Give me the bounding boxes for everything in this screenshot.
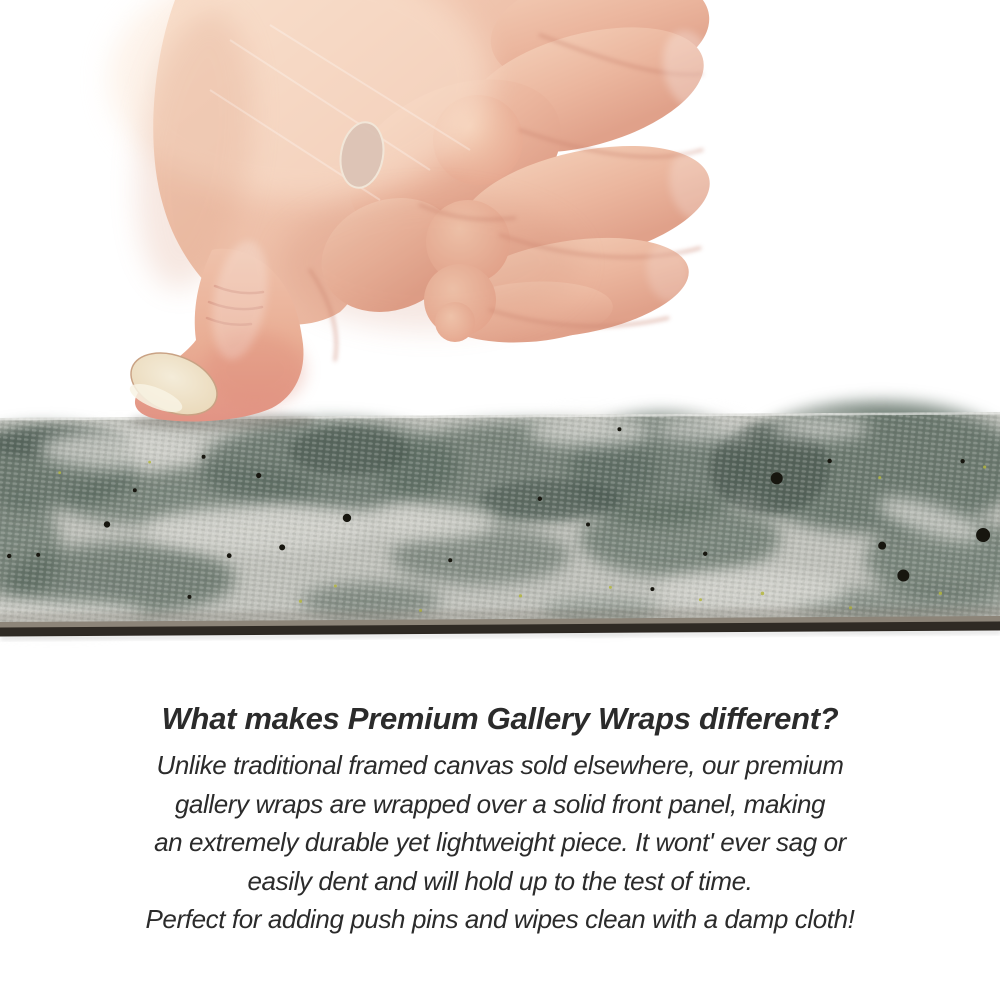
caption-heading: What makes Premium Gallery Wraps different? [161, 701, 839, 736]
caption [0, 701, 1000, 939]
canvas-weave-texture [0, 412, 1000, 630]
caption-line-1: Unlike traditional framed canvas sold elsewhere, our premium [156, 750, 844, 780]
hand-shadow-warm [280, 194, 580, 330]
caption-line-3: an extremely durable yet lightweight piece. It wont' ever sag or [154, 827, 846, 858]
canvas-strip [0, 401, 1000, 641]
hand-photo [110, 0, 725, 427]
caption-line-2: gallery wraps are wrapped over a solid front panel, making [174, 788, 826, 819]
caption-line-4: easily dent and will hold up to the test of time. [247, 865, 753, 896]
caption-line-5: Perfect for adding push pins and wipes clean with a damp cloth! [145, 904, 855, 935]
